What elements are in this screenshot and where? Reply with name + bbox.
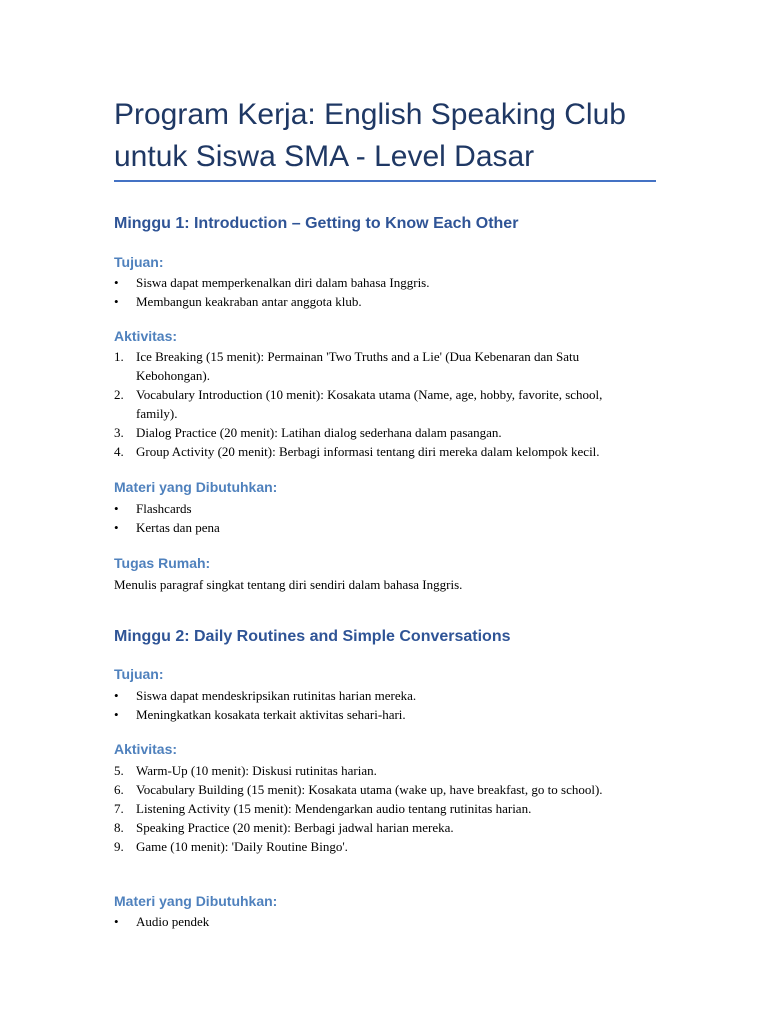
list-item: 7. Listening Activity (15 menit): Mendengarkan audio tentang rutinitas harian.	[114, 801, 532, 816]
week2-heading: Minggu 2: Daily Routines and Simple Conversations	[114, 628, 511, 645]
list-item: 2. Vocabulary Introduction (10 menit): Kosakata utama (Name, age, hobby, favorite, school, family).	[114, 387, 603, 421]
document-title: Program Kerja: English Speaking Club untuk Siswa SMA - Level Dasar	[114, 98, 626, 173]
bullet-icon: •	[114, 520, 119, 535]
week2-materi-list	[114, 912, 674, 931]
list-item: • Meningkatkan kosakata terkait aktivitas sehari-hari.	[114, 707, 406, 722]
week1-materi-list	[114, 499, 674, 537]
week1-aktivitas-heading: Aktivitas:	[114, 328, 178, 344]
list-item: 5. Warm-Up (10 menit): Diskusi rutinitas harian.	[114, 763, 377, 778]
bullet-icon: •	[114, 914, 119, 929]
list-item: 6. Vocabulary Building (15 menit): Kosakata utama (wake up, have breakfast, go to school).	[114, 782, 603, 797]
week2-materi-heading: Materi yang Dibutuhkan:	[114, 893, 278, 909]
week2-tujuan-list	[114, 686, 674, 724]
list-item: 9. Game (10 menit): 'Daily Routine Bingo'.	[114, 839, 348, 854]
week1-tujuan-heading: Tujuan:	[114, 254, 164, 270]
list-item: • Siswa dapat mendeskripsikan rutinitas harian mereka.	[114, 688, 417, 703]
list-item: • Flashcards	[114, 501, 192, 516]
list-item: 1. Ice Breaking (15 menit): Permainan 'Two Truths and a Lie' (Dua Kebenaran dan Satu Kebohongan).	[114, 349, 580, 383]
week1-tujuan-list	[114, 273, 674, 311]
list-item: 4. Group Activity (20 menit): Berbagi informasi tentang diri mereka dalam kelompok kecil.	[114, 444, 600, 459]
week1-heading: Minggu 1: Introduction – Getting to Know Each Other	[114, 215, 519, 232]
list-item: • Membangun keakraban antar anggota klub.	[114, 294, 362, 309]
bullet-icon: •	[114, 275, 119, 290]
title-underline	[114, 180, 656, 182]
week2-aktivitas-list	[114, 761, 634, 856]
week1-materi-heading: Materi yang Dibutuhkan:	[114, 479, 278, 495]
list-item: 3. Dialog Practice (20 menit): Latihan dialog sederhana dalam pasangan.	[114, 425, 502, 440]
bullet-icon: •	[114, 294, 119, 309]
week1-tugas-text: Menulis paragraf singkat tentang diri sendiri dalam bahasa Inggris.	[114, 577, 463, 592]
week2-aktivitas-heading: Aktivitas:	[114, 741, 178, 757]
list-item: • Kertas dan pena	[114, 520, 220, 535]
list-item: 8. Speaking Practice (20 menit): Berbagi jadwal harian mereka.	[114, 820, 454, 835]
week1-tugas-heading: Tugas Rumah:	[114, 555, 211, 571]
list-item: • Audio pendek	[114, 914, 210, 929]
week1-aktivitas-list	[114, 347, 634, 461]
list-item: • Siswa dapat memperkenalkan diri dalam bahasa Inggris.	[114, 275, 430, 290]
bullet-icon: •	[114, 707, 119, 722]
bullet-icon: •	[114, 688, 119, 703]
week2-tujuan-heading: Tujuan:	[114, 666, 164, 682]
bullet-icon: •	[114, 501, 119, 516]
